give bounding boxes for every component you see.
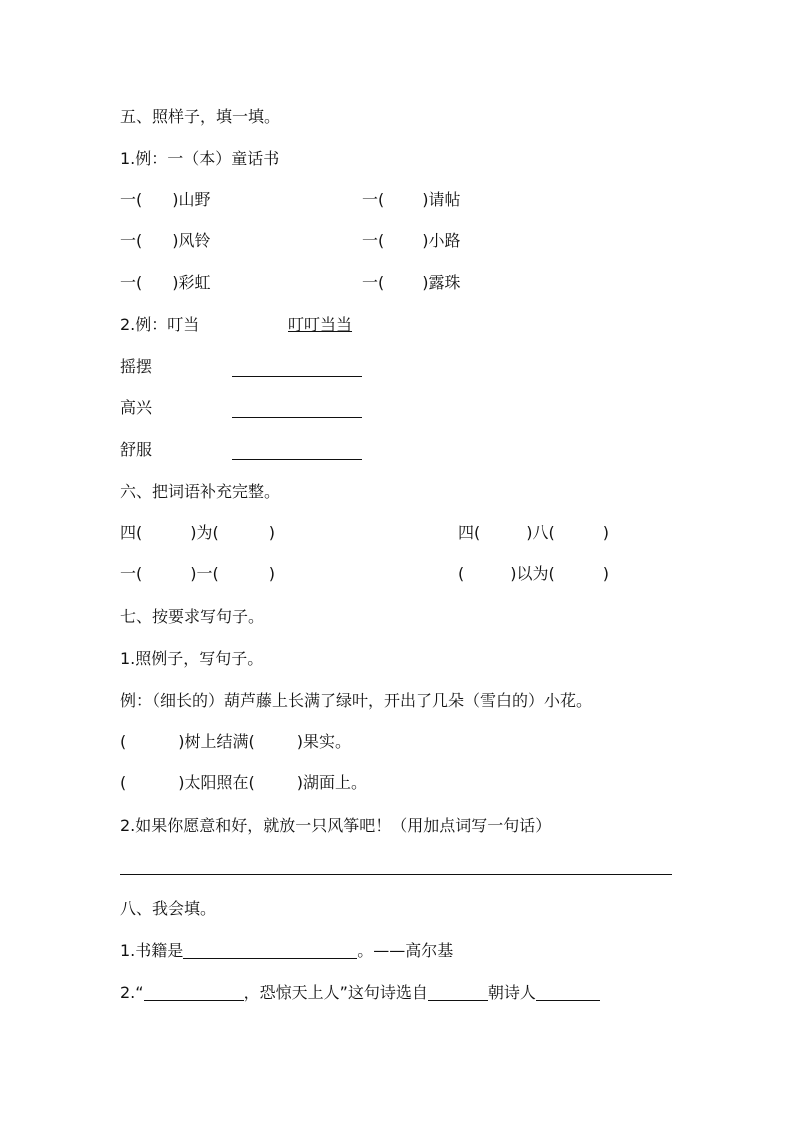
- section7-heading: 七、按要求写句子。: [120, 607, 265, 626]
- section7-q2-title: 2.如果你愿意和好，就放一只风筝吧！（用加点词写一句话）: [120, 816, 552, 835]
- measure-blank-left[interactable]: 一( )风铃: [120, 231, 211, 250]
- section7-q1-example: 例：（细长的）葫芦藤上长满了绿叶，开出了几朵（雪白的）小花。: [120, 691, 593, 710]
- measure-blank-right[interactable]: 一( )请帖: [362, 190, 461, 209]
- measure-blank-right[interactable]: 一( )小路: [362, 231, 461, 250]
- section6-heading: 六、把词语补充完整。: [120, 482, 281, 501]
- answer-line[interactable]: [232, 459, 362, 460]
- section8-heading: 八、我会填。: [120, 899, 217, 918]
- measure-blank-left[interactable]: 一( )彩虹: [120, 273, 211, 292]
- measure-blank-left[interactable]: 一( )山野: [120, 190, 211, 209]
- section5-q2-example-answer: 叮叮当当: [288, 315, 353, 334]
- fill-blank[interactable]: [183, 942, 357, 959]
- idiom-blank-right[interactable]: ( )以为( ): [458, 564, 609, 583]
- section5-q2-word: 摇摆: [120, 357, 153, 376]
- sentence-blank-line[interactable]: ( )树上结满( )果实。: [120, 732, 351, 751]
- section5-heading: 五、照样子，填一填。: [120, 107, 281, 126]
- sentence-blank-line[interactable]: ( )太阳照在( )湖面上。: [120, 773, 367, 792]
- idiom-blank-left[interactable]: 一( )一( ): [120, 564, 275, 583]
- idiom-blank-left[interactable]: 四( )为( ): [120, 523, 275, 542]
- section5-q1-example: 1.例：一（本）童话书: [120, 149, 280, 168]
- answer-line[interactable]: [120, 874, 672, 875]
- fill-blank[interactable]: [428, 984, 488, 1001]
- section5-q2-word: 高兴: [120, 398, 153, 417]
- answer-line[interactable]: [232, 376, 362, 377]
- section8-q1: 1.书籍是 。——高尔基: [120, 941, 454, 960]
- section5-q2-word: 舒服: [120, 440, 153, 459]
- measure-blank-right[interactable]: 一( )露珠: [362, 273, 461, 292]
- fill-blank[interactable]: [536, 984, 600, 1001]
- section7-q1-title: 1.照例子，写句子。: [120, 649, 264, 668]
- section8-q2: 2.“ ，恐惊天上人”这句诗选自 朝诗人: [120, 982, 600, 1004]
- idiom-blank-right[interactable]: 四( )八( ): [458, 523, 609, 542]
- section5-q2-example-label: 2.例：叮当: [120, 315, 200, 334]
- fill-blank[interactable]: [144, 984, 244, 1001]
- answer-line[interactable]: [232, 417, 362, 418]
